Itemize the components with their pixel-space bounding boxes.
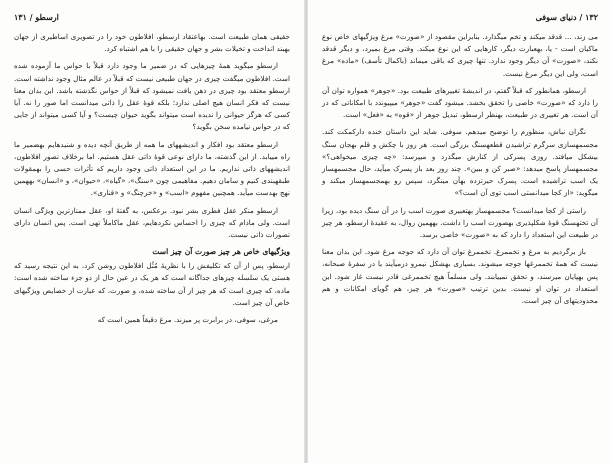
- left-page-header: ارسطو / ۱۳۱: [14, 12, 59, 22]
- right-page: [308, 0, 612, 463]
- paragraph: باز برگردیم به مرغ و تخممرغ. تخممرغ توان آن دارد که جوجه مرغ شود. این بدان معنا نیست که همهٔ تخممرغها جوجه میشوند. بسیاری بهشکل نیمرو درمیآیند یا در سفرهٔ صبحانه، پس بهپایان میرسند، و تحقق نمییابند. ولی مسلماً هیچ تخممرغی قادر نیست غاز شود. این استعداد در توان او نیست. بدین ترتیب «صورت» هر چیز، هم گویای امکانات و هم محدودیتهای آن چیز است.: [322, 247, 598, 306]
- paragraph: نگران نباش، منظورم را توضیح میدهم. سوفی. شاید این داستان خنده دارکمکت کند. مجسمهسازی سرگرم تراشیدن قطعهسنگ بزرگی است. هر روز با چکش و قلم بهجان سنگ بیشکل میافتد. روزی پسرکی از کنارش میگذرد و میپرسد: «چه چیزی میخواهی؟» مجسمهساز پاسخ میدهد: «صبر کن و ببین». چند روز بعد باز پسرک میآید، حال مجسمهساز یک اسب تراشیده است. پسرک حیرتزده بهآن مینگرد، سپس رو بهمجسمهساز میکند و میگوید: «از کجا میدانستی اسب توی آن است؟»: [322, 127, 598, 198]
- paragraph: ارسطو منکر عقل فطری بشر نبود. برعکس، به گفتهٔ او، عقل ممتازترین ویژگی انسان است. ولی مادام که چیزی را احساس نکردهایم، عقل ماکاملاً تهی است. پس انسان دارای تصورات ذاتی نیست.: [14, 205, 290, 240]
- paragraph: ارسطو میگوید همهٔ چیزهایی که در ضمیر ما وجود دارد قبلاً با حواس ما آزموده شده است. افلاطون میگفت چیزی در جهان طبیعی نیست که قبلاً در عالم مثال وجود نداشته است. ارسطو معتقد بود چیزی در ذهن یافت نمیشود که قبلاً از حواس نگذشته باشد. این بدان معنا نیست که فکر انسان هیچ اصلی ندارد؛ بلکه قوهٔ عقل را ذاتی میدانست اما صور را نه. آیا کسی که هرگز حیوانی را ندیده است میتواند بگوید حیوان چیست؟ و آیا کسی میتواند از جایی که در حواس نیامده سخن بگوید؟: [14, 61, 290, 132]
- section-heading: ویژگیهای خاص هر چیز صورت آن چیز است: [152, 247, 290, 257]
- paragraph: می زند، ... قدقد میکند و تخم میگذارد. بنابراین مقصود از «صورت» مرغ ویژگیهای خاص نوع ماکیان است - یا، بهعبارت دیگر، کارهایی که این نوع میکند. وقتی مرغ بمیرد، و دیگر قدقد نکند، «صورت» آن دیگر وجود ندارد. تنها چیزی که باقی میماند (باکمال تأسف) «ماده» مرغ است، ولی این دیگر مرغ نیست.: [322, 32, 598, 78]
- paragraph: ارسطو، پس از آن که تکلیفش را با نظریهٔ مُثُل افلاطون روشن کرد، به این نتیجه رسید که هستی یک سلسله چیزهای جداگانه است که هر یک در عین حال از دو جزء ساخته شده است: ماده، که چیزی است که هر چیز از آن ساخته شده، و صورت، که عبارت از خصایص ویژگیهای خاص آن چیز است.: [14, 261, 290, 307]
- paragraph: مرغی، سوفی، در برابرت پر میزند. مرغ دقیقاً همین است که: [97, 315, 278, 325]
- paragraph: ارسطو، همانطور که قبلاً گفتم، در اندیشهٔ تغییرهای طبیعت بود. «جوهر» همواره توان آن را دارد که «صورت» خاصی را تحقق بخشد. میشود گفت «جوهر» میپیوندد با امکاناتی که در آن است. هر تغییری در طبیعت، بهنظر ارسطو، تبدیل جوهر از «قوه» به «فعل» است.: [322, 85, 598, 120]
- paragraph: راستی از کجا میدانست؟ مجسمهساز بهتعبیری صورت اسب را در آن سنگ دیده بود، زیرا آن تختهسنگ قوهٔ شکلپذیری بهصورت اسب را داشت. بههمین روال، به عقیدهٔ ارسطو، هر چیز در طبیعت این استعداد را دارد که به «صورت» خاصی برسد.: [322, 205, 598, 240]
- left-page: [0, 0, 304, 463]
- right-page-header: ۱۳۲ / دنیای سوفی: [535, 12, 598, 22]
- paragraph: ارسطو معتقد بود افکار و اندیشههای ما همه از طریق آنچه دیده و شنیدهایم بهضمیر ما راه مییابد. از این گذشته، ما دارای نوعی قوهٔ ذاتی عقل هستیم. اما برخلاف تصور افلاطون، اندیشههای ذاتی نداریم. ما در این استعداد ذاتی وجود داریم که تأثرات حسی را بهمقولات طبقهبندی کنیم و سامان دهیم. مفاهیمی چون «سنگ»، «گیاه»، «حیوان»، و «انسان» بههمین نهج بهدست میآید. همچنین مفهوم «اسب» و «خرچنگ» و «قناری».: [14, 139, 290, 198]
- paragraph: حقیقی همان طبیعت است. بهاعتقاد ارسطو، افلاطون خود را در تصویری اساطیری از جهان بهبند انداخت و تخیلات بشر و جهان حقیقی را با هم اشتباه کرد.: [14, 32, 290, 54]
